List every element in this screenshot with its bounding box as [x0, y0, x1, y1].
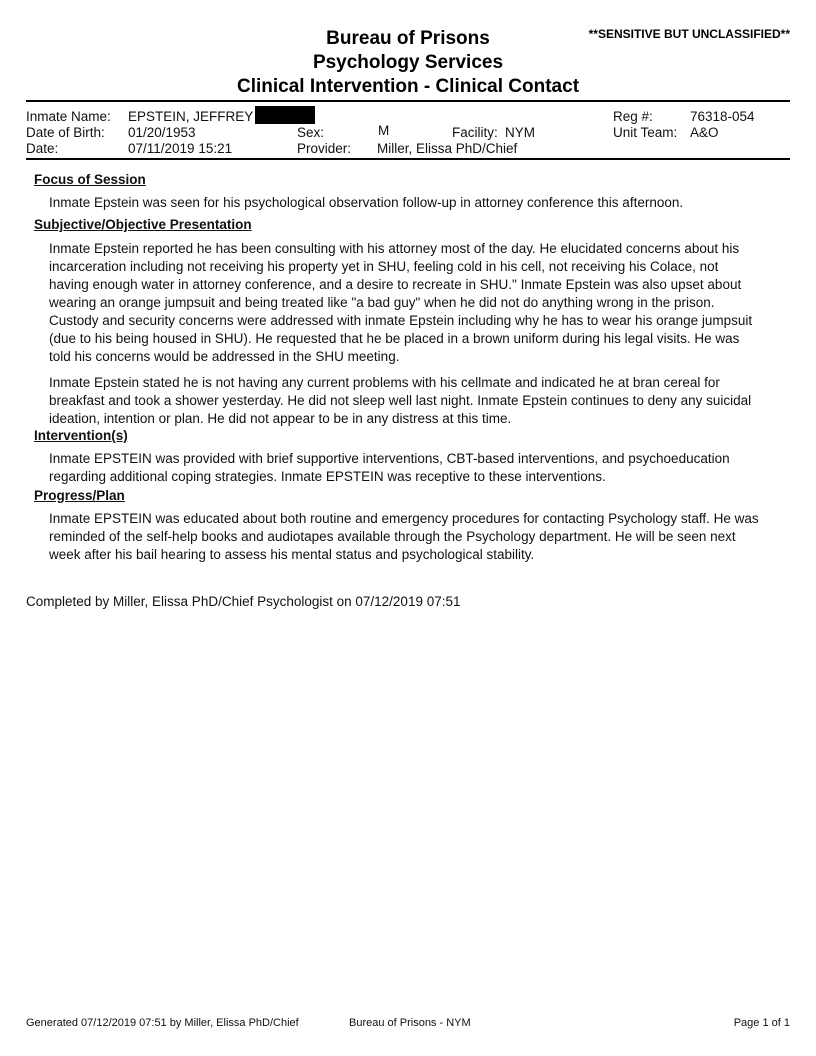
sex-value: M [378, 123, 390, 138]
intervention-text: Inmate EPSTEIN was provided with brief supportive interventions, CBT-based interventions, and psychoeducation regarding additional coping strategies. Inmate EPSTEIN was receptive to these interventions. [49, 451, 730, 484]
unit-team-label: Unit Team: [613, 125, 678, 140]
footer-page-number: Page 1 of 1 [733, 1017, 790, 1029]
progress-text: Inmate EPSTEIN was educated about both routine and emergency procedures for contacting Psychology staff. He was reminded of the self-help books and audiotapes available through the Psychology department. He will be seen next week after his bail hearing to assess his mental status and psychological stability. [49, 511, 759, 562]
sex-label: Sex: [297, 125, 325, 140]
agency-title: Bureau of Prisons [326, 28, 490, 49]
date-value: 07/11/2019 15:21 [128, 141, 233, 156]
header-bottom-rule [26, 158, 790, 160]
provider-label: Provider: [297, 141, 352, 156]
dob-value: 01/20/1953 [128, 125, 196, 140]
header-top-rule [26, 100, 790, 102]
unit-team-value: A&O [690, 125, 719, 140]
focus-text: Inmate Epstein was seen for his psychological observation follow-up in attorney conference this afternoon. [49, 195, 684, 210]
reg-label: Reg #: [613, 109, 653, 124]
date-label: Date: [26, 141, 59, 156]
progress-heading: Progress/Plan [34, 488, 125, 503]
completed-by-line: Completed by Miller, Elissa PhD/Chief Psychologist on 07/12/2019 07:51 [26, 594, 461, 609]
footer-location: Bureau of Prisons - NYM [349, 1017, 471, 1029]
inmate-name-value: EPSTEIN, JEFFREY [128, 109, 254, 124]
subjective-heading: Subjective/Objective Presentation [34, 217, 252, 232]
facility-value: NYM [505, 125, 535, 140]
classification-banner: **SENSITIVE BUT UNCLASSIFIED** [588, 27, 790, 41]
footer-generated: Generated 07/12/2019 07:51 by Miller, Elissa PhD/Chief [26, 1017, 299, 1029]
redaction-bar [255, 106, 315, 124]
focus-heading: Focus of Session [34, 172, 146, 187]
dob-label: Date of Birth: [26, 125, 105, 140]
reg-value: 76318-054 [690, 109, 755, 124]
facility-label: Facility: [452, 125, 498, 140]
subjective-paragraph-2: Inmate Epstein stated he is not having any current problems with his cellmate and indicated he at bran cereal for breakfast and took a shower yesterday. He did not sleep well last night. Inmate Epstein continues to deny any suicidal ideation, intention or plan. He did not appear to be in any distress at this time. [49, 375, 752, 426]
department-title: Psychology Services [312, 52, 504, 73]
intervention-heading: Intervention(s) [34, 428, 128, 443]
inmate-name-label: Inmate Name: [26, 109, 111, 124]
form-title: Clinical Intervention - Clinical Contact [236, 76, 580, 97]
provider-value: Miller, Elissa PhD/Chief [377, 141, 518, 156]
subjective-paragraph-1: Inmate Epstein reported he has been consulting with his attorney most of the day. He elucidated concerns about his incarceration including not receiving his property yet in SHU, feeling cold in his cell, not receiving his Colace, not having enough water in attorney conference, and a desire to recreate in SHU." Inmate Epstein was also upset about wearing an orange jumpsuit and being treated like "a bad guy" when he did not do anything wrong in the prison. Custody and security concerns were addressed with inmate Epstein including why he has to wear his orange jumpsuit (due to his being housed in SHU). He requested that he be placed in a brown uniform during his legal visits. He was told his concerns would be addressed in the SHU meeting. [49, 241, 753, 364]
